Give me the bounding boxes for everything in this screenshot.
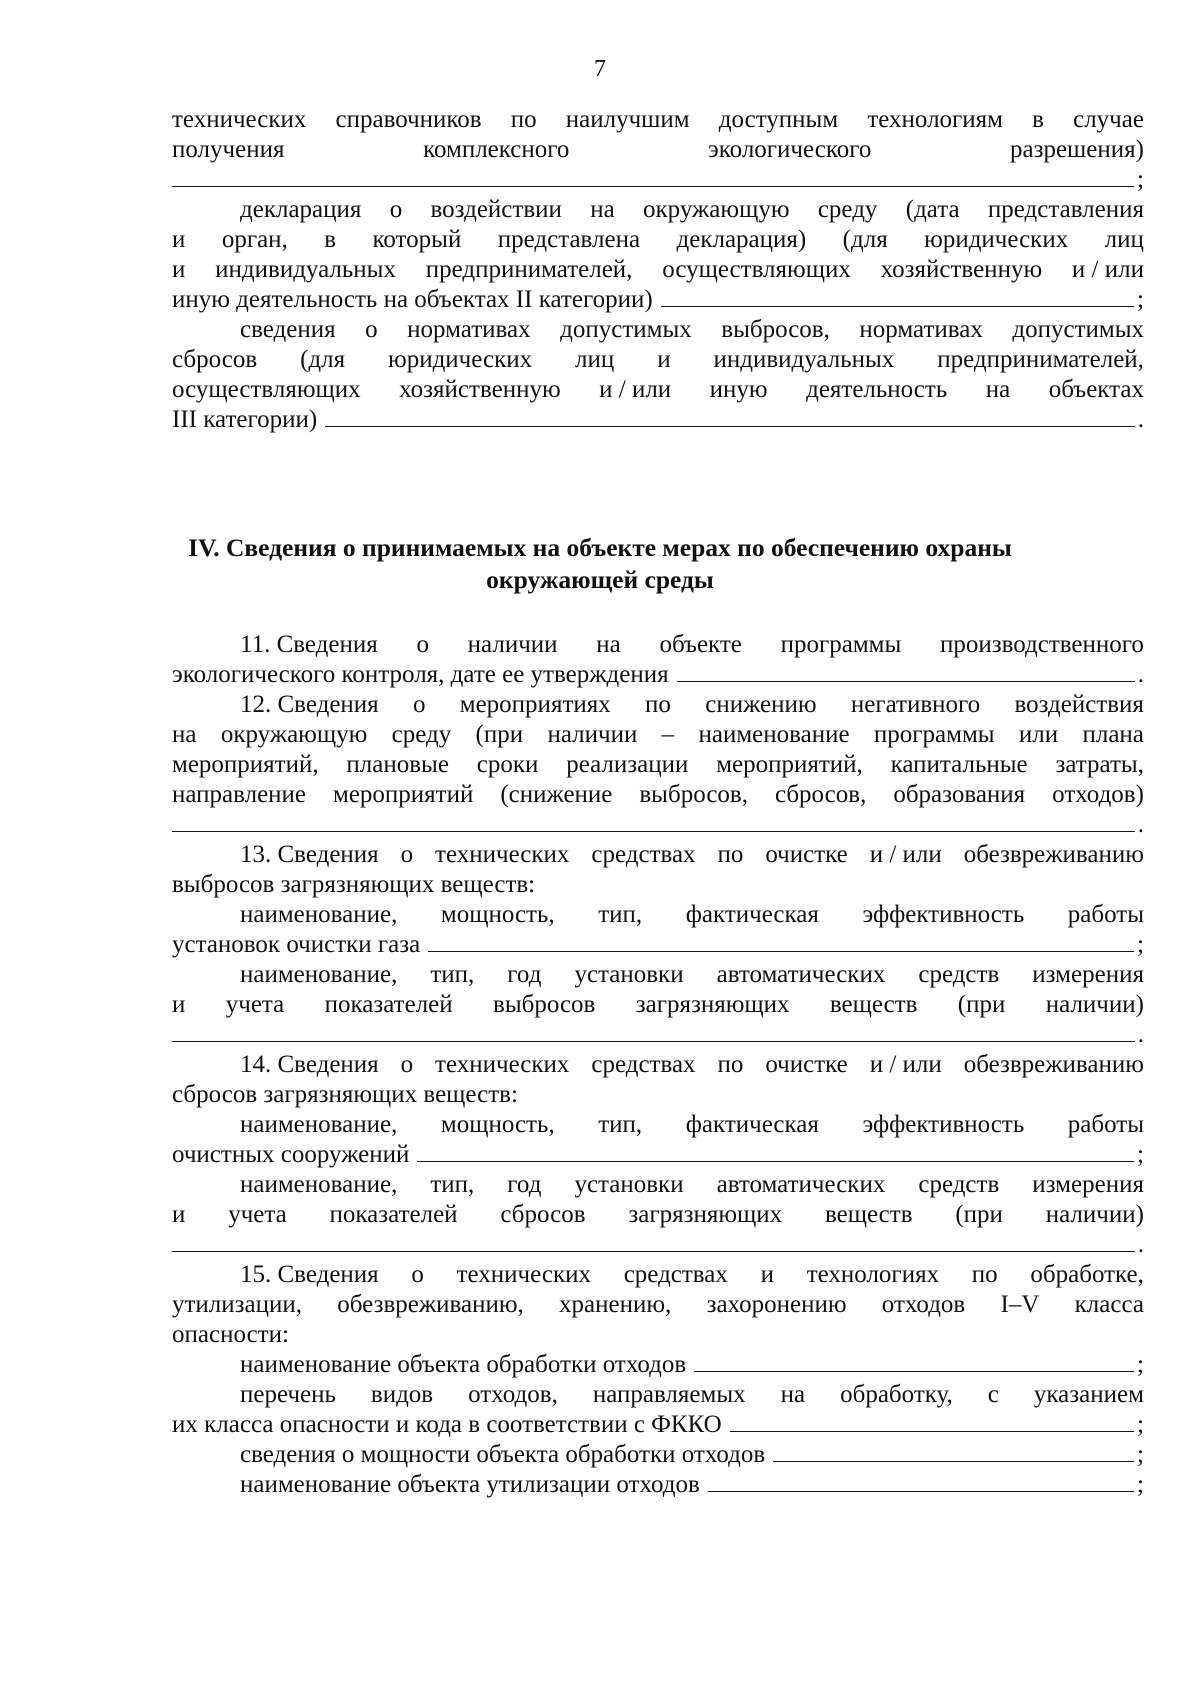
word: который — [372, 226, 462, 253]
word: наилучшим — [565, 106, 690, 133]
item-12-line — [172, 719, 1144, 751]
word: негативного — [850, 691, 981, 718]
word: справочников — [335, 106, 482, 133]
word: предпринимателей, — [425, 256, 633, 283]
word: программы — [780, 631, 902, 658]
fill-in-blank — [708, 1469, 1134, 1492]
word: декларация) — [676, 226, 807, 253]
word: и — [172, 1201, 186, 1228]
word: лиц — [1104, 226, 1144, 253]
word: средств — [918, 1171, 1000, 1198]
word: год — [507, 1171, 542, 1198]
word: в — [1032, 106, 1044, 133]
word: выбросов — [493, 991, 596, 1018]
word: и — [760, 1261, 774, 1288]
word: (снижение — [500, 781, 613, 808]
word: (при — [475, 721, 524, 748]
word: утилизации, — [172, 1291, 303, 1318]
text-line — [172, 344, 1144, 376]
word: установки — [574, 1171, 684, 1198]
word: выбросов, — [639, 781, 748, 808]
word: мощность, — [440, 901, 555, 928]
word: о — [400, 841, 414, 868]
word: плана — [1082, 721, 1144, 748]
word: наличии) — [1045, 991, 1144, 1018]
word: и / или — [869, 841, 942, 868]
word: технических — [435, 1051, 570, 1078]
word: осуществляющих — [172, 376, 361, 403]
word: нормативах — [859, 316, 983, 343]
word: сроки — [476, 751, 539, 778]
fill-in-blank — [417, 1139, 1134, 1162]
word: и / или — [599, 376, 672, 403]
word: капитальные — [890, 751, 1028, 778]
word: мероприятий, — [716, 751, 863, 778]
word: загрязняющих — [635, 991, 790, 1018]
word: случае — [1073, 106, 1144, 133]
word: лиц — [575, 346, 615, 373]
text-line — [172, 254, 1144, 286]
item-13-line: выбросов загрязняющих веществ: — [172, 871, 536, 898]
word: и — [172, 226, 186, 253]
word: технологиях — [806, 1261, 940, 1288]
word: о — [416, 631, 429, 658]
text-line — [172, 374, 1144, 406]
word: представления — [987, 196, 1144, 223]
word: отходов) — [1052, 781, 1144, 808]
word: работы — [1067, 1111, 1144, 1138]
item-13-line — [172, 989, 1144, 1021]
word: о — [365, 316, 378, 343]
word: хранению, — [559, 1291, 672, 1318]
word: показателей — [329, 1201, 458, 1228]
word: комплексного — [423, 136, 570, 163]
word: юридических — [924, 226, 1069, 253]
word: обработку, — [840, 1381, 953, 1408]
word: объекте — [659, 631, 742, 658]
blank-line: . — [172, 1019, 1144, 1051]
word: воздействии — [430, 196, 562, 223]
word: окружающую — [220, 721, 368, 748]
item-13-line — [240, 839, 1144, 871]
word: юридических — [388, 346, 533, 373]
word: измерения — [1032, 1171, 1144, 1198]
word: наименование, — [240, 901, 398, 928]
word: тип, — [430, 1171, 475, 1198]
section-heading-line2: окружающей среды — [486, 565, 714, 594]
word: допустимых — [1012, 316, 1144, 343]
word: захоронению — [706, 1291, 847, 1318]
word: и / или — [869, 1051, 942, 1078]
word: автоматических — [716, 1171, 886, 1198]
word: автоматических — [716, 961, 886, 988]
item-15-line: опасности: — [172, 1321, 289, 1348]
fill-in-blank — [172, 809, 1135, 832]
word: сбросов — [500, 1201, 586, 1228]
word: или — [1018, 721, 1059, 748]
text-line — [172, 104, 1144, 136]
word: средствах — [591, 841, 696, 868]
text-line — [240, 314, 1144, 346]
item-12-line — [172, 749, 1144, 781]
word: на — [985, 376, 1011, 403]
word: получения — [172, 136, 285, 163]
word: наименование, — [240, 1171, 398, 1198]
fill-in-blank — [773, 1439, 1134, 1462]
word: программы — [873, 721, 995, 748]
word: выбросов, — [721, 316, 830, 343]
word: 13. Сведения — [240, 841, 379, 868]
text-line — [172, 224, 1144, 256]
word: доступным — [718, 106, 839, 133]
item-15-line — [240, 1259, 1144, 1291]
word: технологиям — [867, 106, 1003, 133]
word: мероприятиях — [459, 691, 611, 718]
word: о — [389, 196, 403, 223]
word: и / или — [1071, 256, 1144, 283]
word: по — [645, 691, 671, 718]
word: на — [590, 196, 615, 223]
word: на — [596, 631, 621, 658]
word: (для — [300, 346, 346, 373]
word: – — [661, 721, 675, 748]
word: индивидуальных — [713, 346, 895, 373]
word: наличии) — [1045, 1201, 1144, 1228]
word: направляемых — [592, 1381, 746, 1408]
word: наличии — [547, 721, 638, 748]
word: воздействия — [1014, 691, 1144, 718]
word: по — [510, 106, 537, 133]
word: среду — [391, 721, 452, 748]
word: технических — [435, 841, 570, 868]
word: отходов, — [468, 1381, 558, 1408]
word: класса — [1074, 1291, 1144, 1318]
word: тип, — [430, 961, 475, 988]
word: 12. Сведения — [240, 691, 379, 718]
fill-in-blank — [677, 659, 1135, 682]
word: предпринимателей, — [937, 346, 1144, 373]
word: окружающую — [643, 196, 790, 223]
word: средствах — [623, 1261, 728, 1288]
word: экологического — [708, 136, 872, 163]
word: мощность, — [440, 1111, 555, 1138]
word: обезвреживанию, — [337, 1291, 524, 1318]
item-13-line — [240, 959, 1144, 991]
word: образования — [893, 781, 1026, 808]
word: указанием — [1033, 1381, 1144, 1408]
word: веществ — [829, 991, 918, 1018]
item-15-line: наименование объекта обработки отходов ; — [240, 1351, 1144, 1378]
word: нормативах — [407, 316, 531, 343]
word: декларация — [240, 196, 362, 223]
word: очистке — [765, 841, 848, 868]
item-11-line: экологического контроля, дате ее утверждения . — [172, 661, 1144, 688]
word: очистке — [765, 1051, 848, 1078]
fill-in-blank — [661, 284, 1134, 307]
word: затраты, — [1055, 751, 1144, 778]
word: о — [412, 691, 426, 718]
item-15-line — [172, 1289, 1144, 1321]
word: осуществляющих — [662, 256, 851, 283]
fill-in-blank — [172, 1229, 1135, 1252]
item-15-line — [240, 1379, 1144, 1411]
word: и — [172, 256, 186, 283]
fill-in-blank — [428, 929, 1134, 952]
word: I–V — [1000, 1291, 1040, 1318]
word: объектах — [1048, 376, 1144, 403]
word: видов — [370, 1381, 434, 1408]
word: сбросов, — [774, 781, 867, 808]
item-14-line: сбросов загрязняющих веществ: — [172, 1081, 518, 1108]
text-line — [240, 194, 1144, 226]
item-14-line — [172, 1199, 1144, 1231]
word: (дата — [905, 196, 960, 223]
word: снижению — [705, 691, 817, 718]
word: производственного — [939, 631, 1144, 658]
word: средствах — [591, 1051, 696, 1078]
word: веществ — [824, 1201, 913, 1228]
word: на — [172, 721, 197, 748]
word: эффективность — [862, 1111, 1025, 1138]
word: установки — [574, 961, 684, 988]
item-13-line — [240, 899, 1144, 931]
fill-in-blank — [730, 1409, 1134, 1432]
word: обезвреживанию — [963, 1051, 1144, 1078]
word: фактическая — [685, 1111, 819, 1138]
word: год — [507, 961, 542, 988]
word: в — [324, 226, 337, 253]
word: о — [411, 1261, 424, 1288]
word: технических — [456, 1261, 591, 1288]
word: 14. Сведения — [240, 1051, 379, 1078]
blank-line: . — [172, 809, 1144, 841]
word: тип, — [598, 901, 643, 928]
word: орган, — [221, 226, 288, 253]
word: направление — [172, 781, 307, 808]
item-15-line: наименование объекта утилизации отходов ; — [240, 1471, 1144, 1498]
item-14-line: очистных сооружений ; — [172, 1141, 1144, 1168]
word: перечень — [240, 1381, 336, 1408]
word: фактическая — [685, 901, 819, 928]
word: сбросов — [172, 346, 258, 373]
item-14-line — [240, 1109, 1144, 1141]
word: обработке, — [1030, 1261, 1144, 1288]
word: 11. Сведения — [240, 631, 378, 658]
item-15-line: их класса опасности и кода в соответствии с ФККО ; — [172, 1411, 1144, 1438]
blank-line: . — [172, 1229, 1144, 1261]
word: сведения — [240, 316, 336, 343]
blank-line: ; — [172, 164, 1144, 196]
item-12-line — [172, 779, 1144, 811]
item-12-line — [240, 689, 1144, 721]
word: по — [717, 1051, 744, 1078]
word: загрязняющих — [628, 1201, 783, 1228]
word: иную — [709, 376, 768, 403]
word: с — [987, 1381, 999, 1408]
word: мероприятий — [333, 781, 474, 808]
fill-in-blank — [172, 164, 1134, 187]
word: средств — [918, 961, 1000, 988]
item-14-line — [240, 1169, 1144, 1201]
item-14-line — [240, 1049, 1144, 1081]
word: наличии — [467, 631, 558, 658]
word: на — [780, 1381, 806, 1408]
fill-in-blank — [325, 404, 1135, 427]
fill-in-blank — [172, 1019, 1135, 1042]
word: плановые — [346, 751, 449, 778]
word: учета — [225, 991, 285, 1018]
word: эффективность — [862, 901, 1025, 928]
word: наименование — [698, 721, 850, 748]
fill-in-blank — [694, 1349, 1134, 1372]
word: реализации — [566, 751, 689, 778]
word: среду — [817, 196, 878, 223]
word: и — [657, 346, 671, 373]
text-line: III категории) . — [172, 406, 1144, 433]
word: допустимых — [560, 316, 692, 343]
word: мероприятий, — [172, 751, 319, 778]
word: 15. Сведения — [240, 1261, 379, 1288]
word: по — [971, 1261, 998, 1288]
word: по — [717, 841, 744, 868]
word: измерения — [1032, 961, 1144, 988]
word: обезвреживанию — [963, 841, 1144, 868]
word: (при — [957, 991, 1006, 1018]
word: наименование, — [240, 1111, 398, 1138]
word: работы — [1067, 901, 1144, 928]
item-15-line: сведения о мощности объекта обработки отходов ; — [240, 1441, 1144, 1468]
item-13-line: установок очистки газа ; — [172, 931, 1144, 958]
word: (при — [955, 1201, 1003, 1228]
word: индивидуальных — [215, 256, 396, 283]
word: разрешения) — [1009, 136, 1144, 163]
word: наименование, — [240, 961, 398, 988]
word: хозяйственную — [399, 376, 561, 403]
word: хозяйственную — [880, 256, 1043, 283]
section-heading: IV. Сведения о принимаемых на объекте мерах по обеспечению охраны — [188, 533, 1012, 562]
page-number: 7 — [594, 56, 606, 82]
word: (для — [842, 226, 888, 253]
word: тип, — [598, 1111, 643, 1138]
word: представлена — [497, 226, 641, 253]
word: о — [400, 1051, 414, 1078]
text-line: иную деятельность на объектах II категории) ; — [172, 286, 1144, 313]
word: показателей — [324, 991, 453, 1018]
item-11-line — [240, 629, 1144, 661]
word: и — [172, 991, 186, 1018]
word: деятельность — [806, 376, 948, 403]
word: учета — [228, 1201, 287, 1228]
word: технических — [172, 106, 307, 133]
text-line — [172, 134, 1144, 166]
word: отходов — [881, 1291, 966, 1318]
